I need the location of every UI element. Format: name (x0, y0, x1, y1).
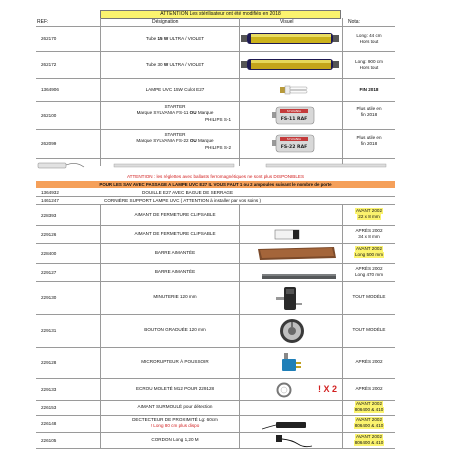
row-note: AVANT 2002 22 x 8 mm (355, 208, 383, 220)
row-ref: 262170 (41, 36, 57, 41)
table-row (36, 433, 395, 449)
row-designation: BOUTON GRADUÉE 120 mm (144, 327, 206, 332)
row-note: TOUT MODÈLE (352, 294, 386, 299)
header-designation: Désignation (152, 19, 179, 25)
row-note: APRÈS 2002 (355, 359, 383, 364)
row-ref: 229133 (41, 387, 57, 392)
row-designation: CORNIÈRE SUPPORT LAMPE UVC ( ATTENTION à installer par vos soins ) (104, 198, 261, 203)
row-designation: STARTER Marque SYLVANIA FS-22 OU Marque PHILIPS S-2 (136, 132, 231, 150)
row-ref: 229127 (41, 270, 57, 275)
cable-image (274, 434, 314, 453)
table-row (36, 401, 395, 416)
row-ref: 1461247 (41, 198, 59, 203)
row-designation: ECROU MOLETÉ M12 POUR 229128 (135, 386, 215, 391)
row-ref: 262172 (41, 62, 57, 67)
row-ref: 228393 (41, 213, 57, 218)
starter-image (272, 133, 316, 159)
row-note: Plus utile en fin 2018 (356, 106, 382, 118)
table-row (36, 282, 395, 315)
row-designation: DOUILLE E27 AVEC BAGUE DE SERRAGE (142, 190, 234, 195)
timer-icon (276, 285, 304, 312)
uv-tube-icon (241, 57, 339, 72)
knob-image (278, 317, 306, 350)
fixtures-icon (36, 159, 395, 174)
row-ref: 262099 (41, 141, 57, 146)
row-ref: 1364906 (41, 87, 59, 92)
header-visuel: Visuel (280, 19, 294, 25)
table-row (36, 244, 395, 264)
starter-model: FS-22 RAF (280, 145, 308, 150)
proximity-sensor-icon (262, 419, 318, 431)
row-designation: MICRORUPTEUR À POUSSOIR (141, 359, 209, 364)
clip-magnet-icon (274, 227, 308, 241)
starter-model: FS-11 RAF (280, 117, 308, 122)
row-designation: AIMANT SURMOULÉ pour détection (137, 404, 213, 409)
table-row (36, 416, 395, 433)
row-note: TOUT MODÈLE (352, 327, 386, 332)
table-row (36, 130, 395, 159)
row-note: Long: 44 cm Hors tout (356, 33, 382, 45)
price-sheet (36, 10, 395, 448)
table-row (36, 226, 395, 244)
row-note: APRÈS 2002 Long 470 mm (354, 266, 384, 278)
row-ref: 226153 (41, 405, 57, 410)
row-note: AVANT 2002 806400 & 410 (354, 417, 384, 429)
timer-image (276, 285, 304, 317)
row-ref: 229126 (41, 232, 57, 237)
push-switch-image (280, 351, 304, 380)
quantity-x2-label: ! X 2 (318, 384, 338, 394)
row-note: AVANT 2002 Long 500 mm (354, 246, 384, 258)
uv-tube-icon (241, 31, 339, 46)
push-switch-icon (280, 351, 304, 375)
table-row (36, 102, 395, 130)
row-designation: AIMANT DE FERMETURE CLIPSABLE (134, 212, 216, 217)
knob-icon (278, 317, 306, 345)
row-designation: MINUTERIE 120 mm (153, 294, 197, 299)
table-row (36, 189, 395, 197)
row-designation: CORDON Long 1,20 M (151, 437, 199, 442)
uvc-bulb-icon (280, 82, 308, 98)
top-banner: ATTENTION Les stérilisateur ont été modifiés en 2018 (100, 10, 341, 19)
row-ref: 229130 (41, 295, 57, 300)
starter-image (272, 105, 316, 131)
starter-icon (272, 133, 316, 154)
table-row (36, 206, 395, 226)
table-row (36, 348, 395, 379)
row-ref: 229131 (41, 328, 57, 333)
row-note: Long: 900 cm Hors tout (355, 59, 383, 71)
ballast-note: ATTENTION : les réglettes avec ballasts ferromagnétiques ne sont plus DISPONIBLES (126, 174, 305, 179)
magnetic-bar-image (258, 247, 338, 265)
magnetic-bar-icon (258, 247, 338, 260)
uvc-bulb-image (280, 82, 308, 103)
row-designation: Tube 15 W ULTRA / VIOLET (145, 36, 205, 41)
knurled-nut-icon (276, 382, 292, 398)
table-row (36, 79, 395, 102)
row-note: AVANT 2002 806400 & 410 (354, 401, 384, 413)
table-row (36, 52, 395, 79)
row-designation: AIMANT DE FERMETURE CLIPSABLE (134, 231, 216, 236)
row-ref: 262100 (41, 113, 57, 118)
row-note: APRÈS 2002 (355, 386, 383, 391)
row-ref: 229128 (41, 360, 57, 365)
starter-brand: SYLVANIA (286, 109, 302, 113)
fixtures-illustration (36, 159, 395, 174)
table-row (36, 315, 395, 348)
row-ref: 1364932 (41, 190, 59, 195)
row-designation: DECTECTEUR DE PROXIMITÉ Lg: 60cm ! Long 80 cm plus dispo (132, 417, 218, 429)
row-note: APRÈS 2002 34 x 8 mm (355, 228, 383, 240)
row-note: AVANT 2002 806400 & 410 (354, 434, 384, 446)
knurled-nut-image (276, 382, 292, 403)
row-designation: LAMPE UVC 15W Culot E27 (145, 87, 205, 92)
header-ref: REF: (37, 19, 49, 25)
starter-icon (272, 105, 316, 126)
row-designation: BARRE AIMANTÉE (154, 250, 196, 255)
cable-icon (274, 434, 314, 448)
row-ref: 226105 (41, 438, 57, 443)
starter-brand: SYLVANIA (286, 137, 302, 141)
header-nota: Nota: (348, 19, 360, 25)
row-designation: BARRE AIMANTÉE (154, 269, 196, 274)
row-ref: 228400 (41, 251, 57, 256)
row-designation: Tube 30 W ULTRA / VIOLET (145, 62, 205, 67)
table-row (36, 197, 395, 205)
row-note: FIN 2018 (359, 87, 379, 92)
table-row (36, 27, 395, 52)
uv-tube-image (241, 57, 339, 77)
row-designation: STARTER Marque SYLVANIA FS-11 OU Marque PHILIPS S-1 (136, 104, 231, 122)
table-row (36, 264, 395, 282)
row-ref: 226148 (41, 421, 57, 426)
magnetic-bar-icon (262, 273, 338, 281)
sav-banner: POUR LES SAV AVEC PASSAGE A LAMPE UVC E27 IL VOUS FAUT 1 ou 2 ampoules suivant le nombre de porte (36, 181, 395, 188)
uv-tube-image (241, 31, 339, 51)
row-note: Plus utile en fin 2018 (356, 135, 382, 147)
table-row (36, 379, 395, 401)
